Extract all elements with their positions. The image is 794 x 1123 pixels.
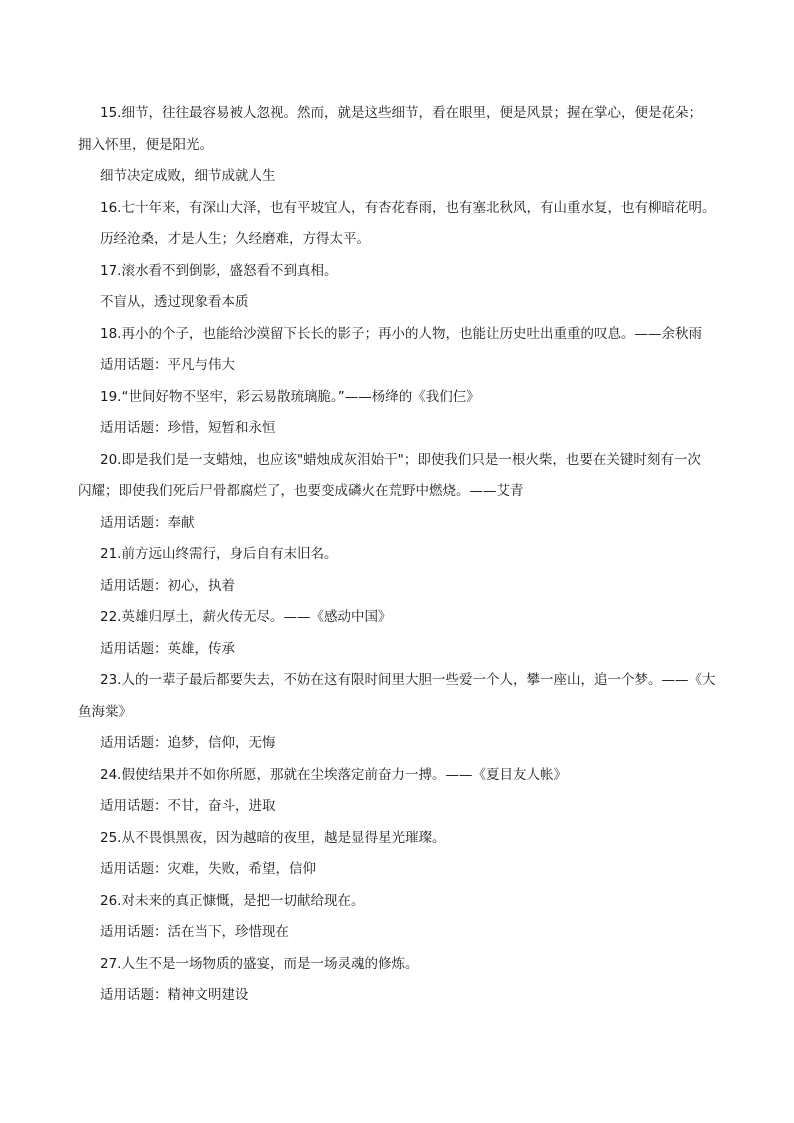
quote-23-line-1: 23.人的一辈子最后都要失去，不妨在这有限时间里大胆一些爱一个人，攀一座山，追一个梦。——《大 bbox=[100, 672, 716, 688]
quote-15-topic: 细节决定成败，细节成就人生 bbox=[100, 168, 276, 184]
quote-26-topic: 适用话题：活在当下，珍惜现在 bbox=[100, 924, 289, 940]
quote-26: 26.对未来的真正慷慨，是把一切献给现在。 bbox=[100, 892, 365, 909]
quote-20-line-2: 闪耀；即使我们死后尸骨都腐烂了，也要变成磷火在荒野中燃烧。——艾青 bbox=[78, 483, 524, 499]
quote-17-topic: 不盲从，透过现象看本质 bbox=[100, 294, 249, 310]
quote-15-line-2: 拥入怀里，便是阳光。 bbox=[78, 136, 213, 153]
quote-22: 22.英雄归厚土，薪火传无尽。——《感动中国》 bbox=[100, 609, 392, 625]
quote-18-topic: 适用话题：平凡与伟大 bbox=[100, 357, 235, 373]
quote-27: 27.人生不是一场物质的盛宴，而是一场灵魂的修炼。 bbox=[100, 955, 419, 972]
quote-25-topic: 适用话题：灾难，失败，希望，信仰 bbox=[100, 861, 316, 877]
quote-25: 25.从不畏惧黑夜，因为越暗的夜里，越是显得星光璀璨。 bbox=[100, 829, 446, 846]
quote-22-topic: 适用话题：英雄，传承 bbox=[100, 640, 235, 657]
quote-19-topic: 适用话题：珍惜，短暂和永恒 bbox=[100, 420, 276, 436]
quote-17: 17.滚水看不到倒影，盛怒看不到真相。 bbox=[100, 262, 338, 279]
quote-20-topic: 适用话题：奉献 bbox=[100, 514, 195, 531]
quote-24: 24.假使结果并不如你所愿，那就在尘埃落定前奋力一搏。——《夏目友人帐》 bbox=[100, 766, 567, 783]
quote-21-topic: 适用话题：初心，执着 bbox=[100, 577, 235, 594]
quote-18: 18.再小的个子，也能给沙漠留下长长的影子；再小的人物，也能让历史吐出重重的叹息。——余秋雨 bbox=[100, 325, 702, 342]
quote-23-line-2: 鱼海棠》 bbox=[78, 703, 132, 720]
quote-16-line-2: 历经沧桑，才是人生；久经磨难，方得太平。 bbox=[100, 231, 370, 247]
quote-15-line-1: 15.细节，往往最容易被人忽视。然而，就是这些细节，看在眼里，便是风景；握在掌心，便是花朵； bbox=[100, 105, 702, 121]
quote-19: 19.“世间好物不坚牢，彩云易散琉璃脆。”——杨绛的《我们仨》 bbox=[100, 388, 480, 405]
quote-27-topic: 适用话题：精神文明建设 bbox=[100, 987, 249, 1003]
quote-16-line-1: 16.七十年来，有深山大泽，也有平坡宜人，有杏花春雨，也有塞北秋风，有山重水复，也有柳暗花明。 bbox=[100, 199, 716, 216]
quote-21: 21.前方远山终需行，身后自有末旧名。 bbox=[100, 546, 338, 562]
quote-list bbox=[78, 98, 725, 1012]
quote-20-line-1: 20.即是我们是一支蜡烛，也应该"蜡烛成灰泪始干"；即使我们只是一根火柴，也要在关键时刻有一次 bbox=[100, 451, 701, 468]
quote-23-topic: 适用话题：追梦，信仰，无悔 bbox=[100, 735, 276, 751]
quote-24-topic: 适用话题：不甘，奋斗，进取 bbox=[100, 798, 276, 814]
